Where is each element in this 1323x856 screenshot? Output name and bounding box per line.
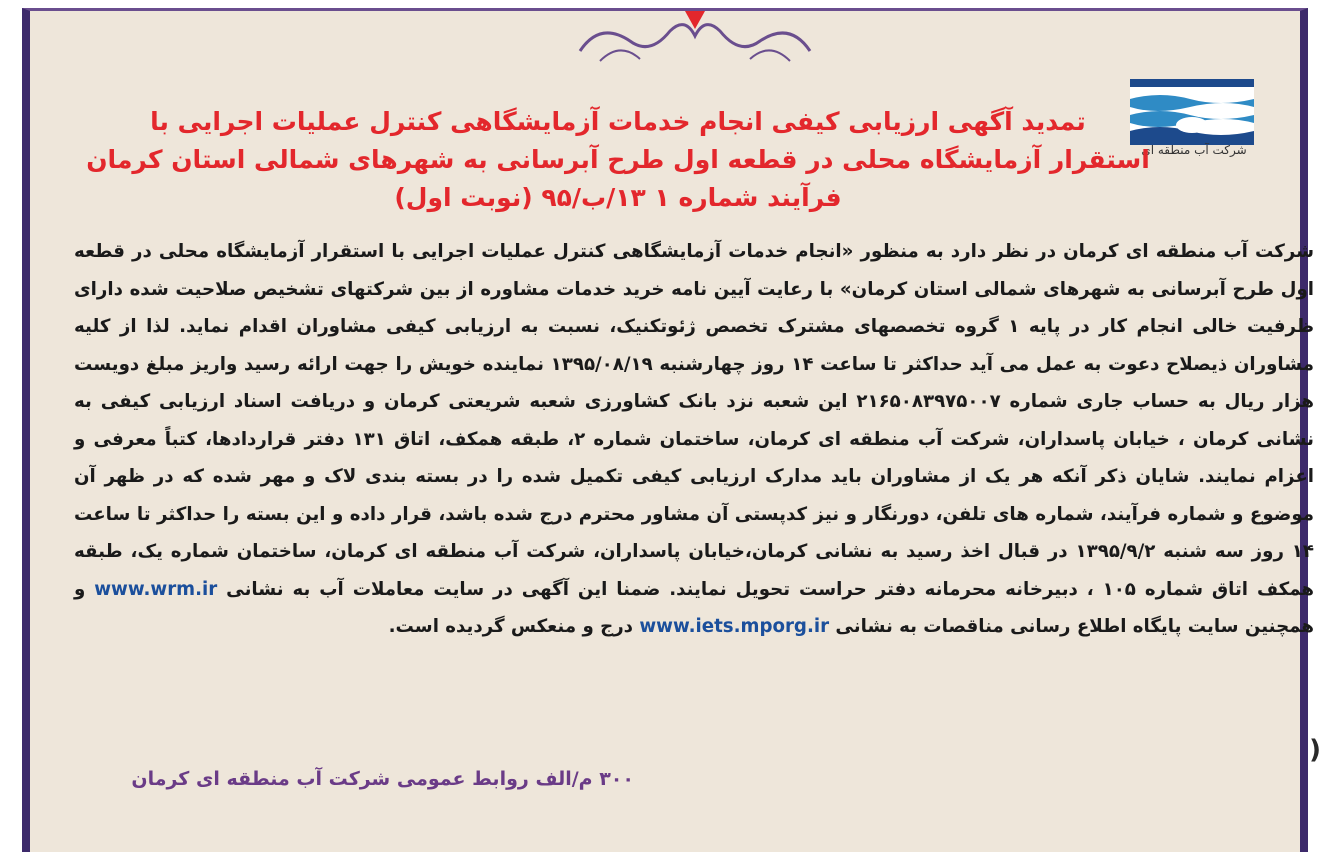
title-line-2: استقرار آزمایشگاه محلی در قطعه اول طرح آبرسانی به شهرهای شمالی استان کرمان: [86, 145, 1150, 174]
ad-signature: ۳۰۰ م/الف روابط عمومی شرکت آب منطقه ای کرمان: [131, 768, 634, 790]
link-wrm[interactable]: www.wrm.ir: [94, 578, 218, 600]
body-ending: درج و منعکس گردیده است.: [388, 616, 640, 637]
ad-title: [78, 103, 1158, 217]
ad-body: [74, 233, 1314, 646]
link-iets[interactable]: www.iets.mporg.ir: [639, 616, 830, 637]
bracket-glyph-icon: ): [1309, 735, 1321, 765]
title-line-3: فرآیند شماره ۱ ۱۳/ب/۹۵ (نوبت اول): [394, 183, 842, 212]
logo-caption: شرکت آب منطقه ای: [1141, 143, 1247, 157]
decorative-ornament-icon: [570, 11, 820, 71]
body-paragraph: شرکت آب منطقه ای کرمان در نظر دارد به منظور «انجام خدمات آزمایشگاهی کنترل عملیات اجرایی با استقرار آزمایشگاه محلی در قطعه اول طرح آبرسانی به شهرهای شمالی استان کرمان» با رعایت آیین نامه خرید خدمات مشاوره از بین شرکتهای تشخیص صلاحیت شده دارای ظرفیت خالی انجام کار در پایه ۱ گروه تخصصهای مشترک تخصص ژئوتکنیک، نسبت به ارزیابی کیفی مشاوران اقدام نماید. لذا از کلیه مشاوران ذیصلاح دعوت به عمل می آید حداکثر تا ساعت ۱۴ روز چهارشنبه ۱۳۹۵/۰۸/۱۹ نماینده خویش را جهت ارائه رسید واریز مبلغ دویست هزار ریال به حساب جاری شماره ۲۱۶۵۰۸۳۹۷۵۰۰۷ این شعبه نزد بانک کشاورزی شعبه شریعتی کرمان و دریافت اسناد ارزیابی کیفی به نشانی کرمان ، خیابان پاسداران، شرکت آب منطقه ای کرمان، ساختمان شماره ۲، طبقه همکف، اتاق ۱۳۱ دفتر قراردادها، کتباً معرفی و اعزام نمایند. شایان ذکر آنکه هر یک از مشاوران باید مدارک ارزیابی کیفی تکمیل شده را در بسته بندی لاک و مهر شده که در ظهر آن موضوع و شماره فرآیند، شماره های تلفن، دورنگار و نیز کدپستی آن مشاور محترم درج شده باشد، قرار داده و این بسته را حداکثر تا ساعت ۱۴ روز سه شنبه ۱۳۹۵/۹/۲ در قبال اخذ رسید به نشانی کرمان،خیابان پاسداران، شرکت آب منطقه ای کرمان، ساختمان شماره یک، طبقه همکف اتاق شماره ۱۰۵ ، دبیرخانه محرمانه دفتر حراست تحویل نمایند. ضمنا این آگهی در سایت معاملات آب به نشانی: [74, 241, 1315, 600]
ad-frame: [22, 8, 1315, 852]
body-connector: و همچنین سایت پایگاه اطلاع رسانی مناقصات به نشانی: [74, 578, 1314, 637]
title-line-1: تمدید آگهی ارزیابی کیفی انجام خدمات آزمایشگاهی کنترل عملیات اجرایی با: [150, 107, 1086, 136]
